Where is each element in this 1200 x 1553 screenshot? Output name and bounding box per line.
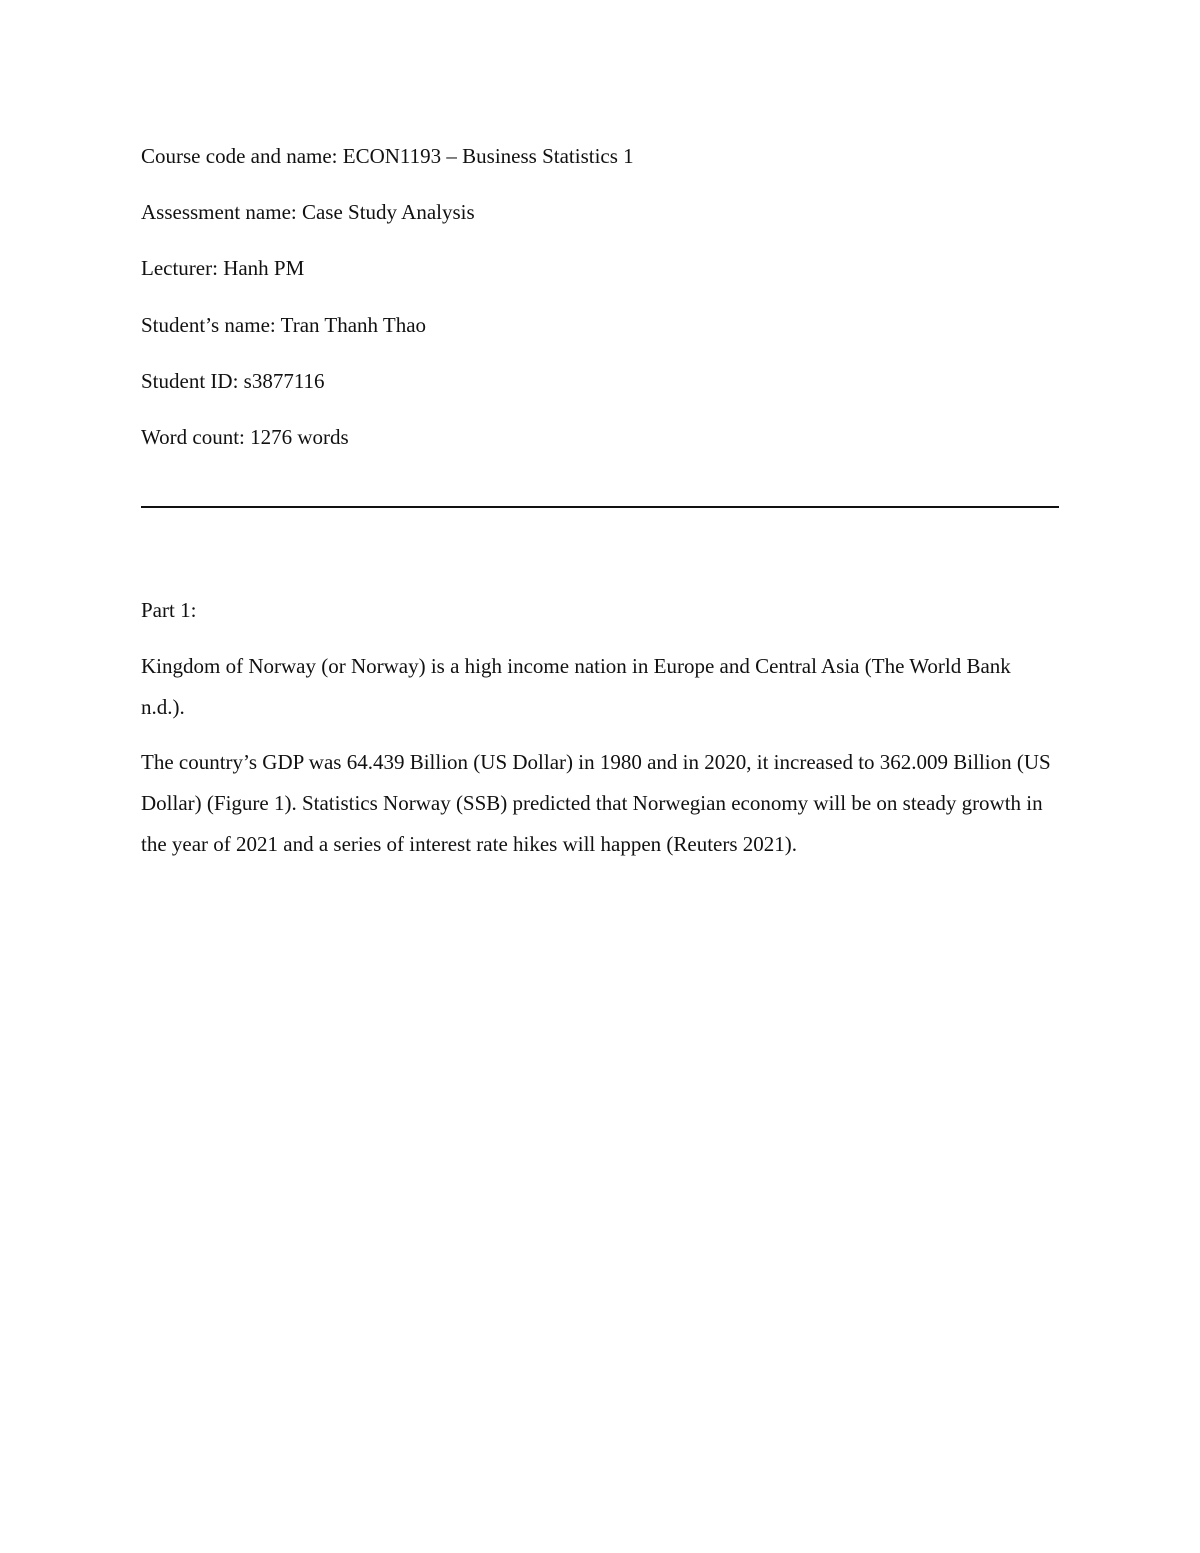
assessment-line: Assessment name: Case Study Analysis: [141, 200, 475, 224]
course-line: Course code and name: ECON1193 – Business Statistics 1: [141, 144, 634, 168]
paragraph-gdp: The country’s GDP was 64.439 Billion (US Dollar) in 1980 and in 2020, it increased to 362.009 Billion (US Dollar) (Figure 1). Statistics Norway (SSB) predicted that Norwegian economy will be on steady growth in the year of 2021 and a series of interest rate hikes will happen (Reuters 2021).: [141, 750, 1051, 856]
horizontal-rule: [141, 506, 1059, 508]
paragraph-intro: Kingdom of Norway (or Norway) is a high income nation in Europe and Central Asia (The World Bank n.d.).: [141, 654, 1011, 719]
part-heading: Part 1:: [141, 598, 197, 622]
lecturer-line: Lecturer: Hanh PM: [141, 256, 305, 280]
student-name-line: Student’s name: Tran Thanh Thao: [141, 313, 427, 337]
student-id-line: Student ID: s3877116: [141, 369, 325, 393]
word-count-line: Word count: 1276 words: [141, 425, 349, 449]
